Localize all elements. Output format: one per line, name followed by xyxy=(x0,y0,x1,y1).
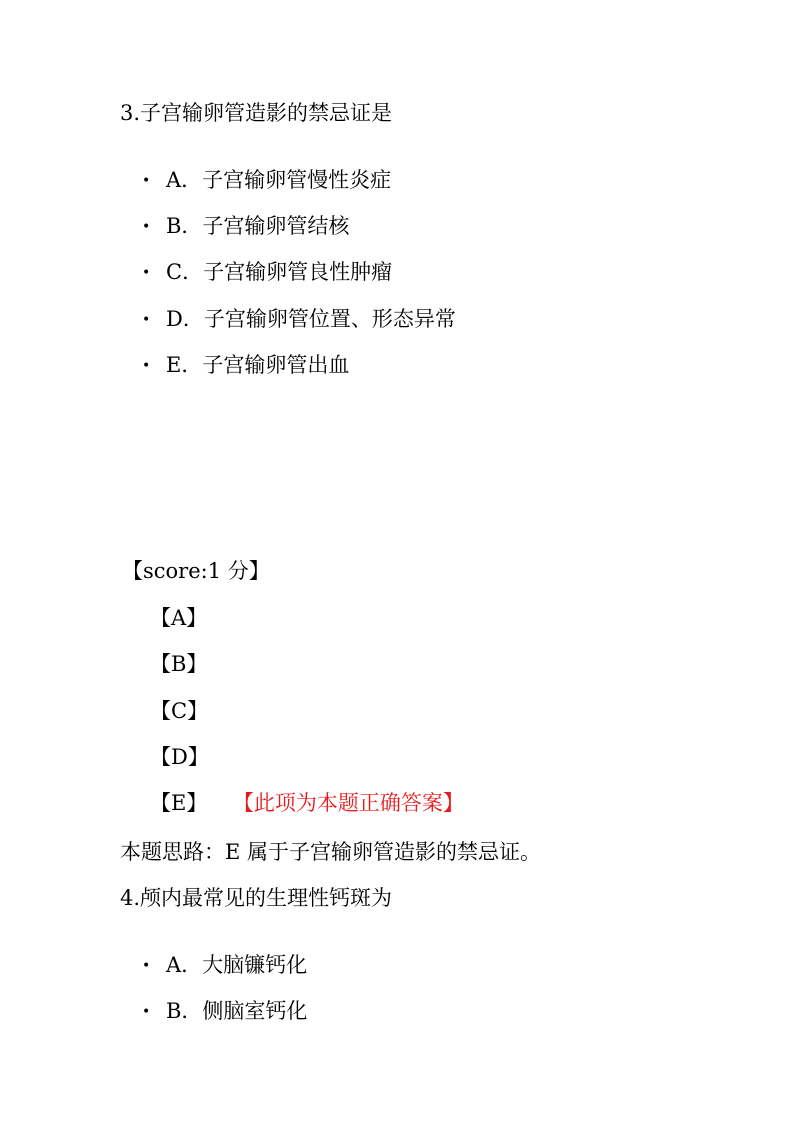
option-text: E．子宫输卵管出血 xyxy=(166,353,350,377)
bullet-icon: • xyxy=(142,265,151,281)
answer-d: 【D】 xyxy=(150,745,209,769)
option-c xyxy=(142,258,392,287)
correct-answer-note: 【此项为本题正确答案】 xyxy=(243,791,464,815)
option-text: C．子宫输卵管良性肿瘤 xyxy=(166,260,393,284)
answer-c: 【C】 xyxy=(150,699,209,723)
question-4-stem: 4.颅内最常见的生理性钙斑为 xyxy=(120,886,393,910)
bullet-icon: • xyxy=(142,312,151,328)
option-e xyxy=(142,351,349,380)
answer-b: 【B】 xyxy=(150,652,208,676)
option-a xyxy=(142,166,391,195)
score-label: 【score:1 分】 xyxy=(122,559,270,583)
bullet-icon: • xyxy=(142,958,151,974)
option-a xyxy=(142,951,307,980)
answer-a: 【A】 xyxy=(150,606,208,630)
question-3-stem: 3.子宫输卵管造影的禁忌证是 xyxy=(120,101,393,125)
option-d xyxy=(142,305,456,334)
option-text: A．子宫输卵管慢性炎症 xyxy=(166,168,392,192)
explanation: 本题思路：E 属于子宫输卵管造影的禁忌证。 xyxy=(120,840,542,864)
option-b xyxy=(142,997,307,1026)
answer-e xyxy=(150,789,464,817)
option-text: B．侧脑室钙化 xyxy=(166,999,308,1023)
option-text: D．子宫输卵管位置、形态异常 xyxy=(166,307,456,331)
bullet-icon: • xyxy=(142,1004,151,1020)
bullet-icon: • xyxy=(142,358,151,374)
option-b xyxy=(142,212,349,241)
bullet-icon: • xyxy=(142,173,151,189)
bullet-icon: • xyxy=(142,219,151,235)
option-text: B．子宫输卵管结核 xyxy=(166,214,350,238)
option-text: A．大脑镰钙化 xyxy=(166,953,308,977)
answer-e-label: 【E】 xyxy=(150,791,208,815)
